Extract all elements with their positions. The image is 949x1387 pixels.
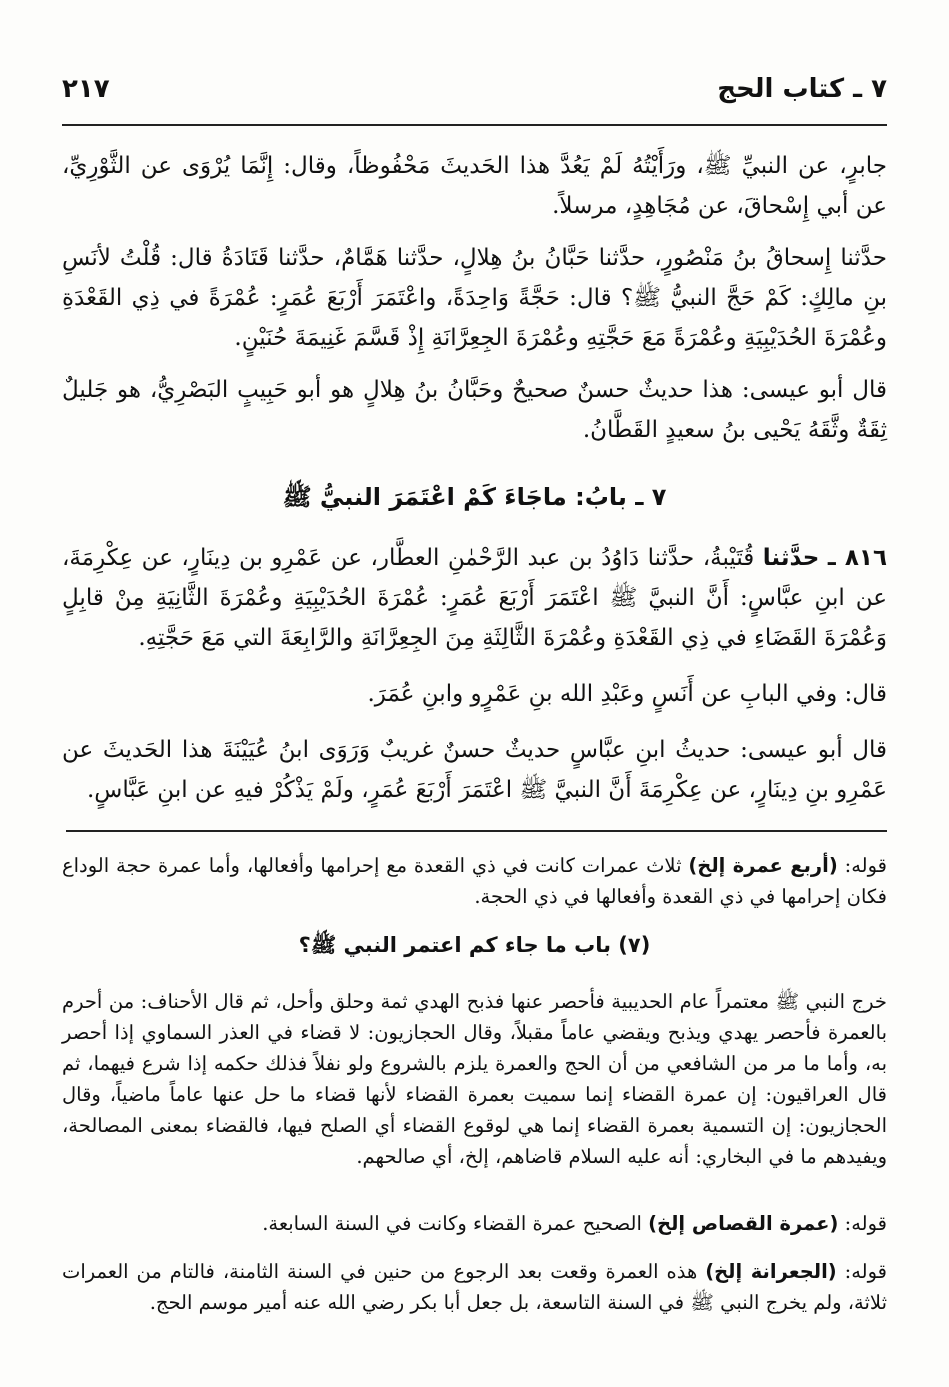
page-header [62,66,887,112]
footnote-text: هذه العمرة وقعت بعد الرجوع من حنين في السنة الثامنة، فالتام من العمرات ثلاثة، ولم يخرج النبي ﷺ في السنة التاسعة، بل جعل أبا بكر رضي الله عنه أمير موسم الحج. [62,1260,887,1314]
hadith-lead: حدَّثنا [762,545,820,571]
main-paragraph-6: قال أبو عيسى: حديثُ ابنِ عبَّاسٍ حديثٌ حسنٌ غريبٌ وَرَوَى ابنُ عُيَيْنَةَ هذا الحَديثَ عن عَمْرِو بنِ دِينَارٍ، عن عِكْرِمَةَ أَنَّ النبيَّ ﷺ اعْتَمَرَ أَرْبَعَ عُمَرٍ، ولَمْ يَذْكُرْ فيهِ عن ابنِ عَبَّاسٍ. [62,737,887,803]
footnote-prefix: قوله: [844,1260,888,1283]
footnote-prefix: قوله: [844,854,888,877]
footnote-term: (أربع عمرة إلخ) [688,854,838,877]
footnote-text: ثلاث عمرات كانت في ذي القعدة مع إحرامها وأفعالها، وأما عمرة حجة الوداع فكان إحرامها في ذي القعدة وأفعالها في ذي الحجة. [62,854,887,908]
footnote-2: خرج النبي ﷺ معتمراً عام الحديبية فأحصر عنها فذبح الهدي ثمة وحلق وأحل، ثم قال الأحناف: من أحرم بالعمرة فأحصر يهدي ويذبح ويقضي عاماً مقبلاً، وقال الحجازيون: لا قضاء في العذر السماوي إذا أحصر به، وأما ما مر من الشافعي من أن الحج والعمرة يلزم بالشروع ولو نفلاً فذلك حكمه إذا شرع فيهما، ثم قال العراقيون: إن عمرة القضاء إنما سميت بعمرة القضاء لأنها قضاء ما حل عنها عاماً ماضياً، وقال الحجازيون: إن التسمية بعمرة القضاء إنما هي لوقوع القضاء أي الصلح فيها، فالقضاء بمعنى المصالحة، ويفيدهم ما في البخاري: أنه عليه السلام قاضاهم، إلخ، أي صالحهم. [62,990,887,1168]
footnote-term: (الجعرانة إلخ) [705,1260,837,1283]
main-paragraph-1: جابرٍ، عن النبيِّ ﷺ، ورَأَيْتُهُ لَمْ يَعُدَّ هذا الحَديثَ مَحْفُوظاً، وقال: إِنَّمَا يُرْوَى عن الثَّوْرِيِّ، عن أبي إِسْحاقَ، عن مُجَاهِدٍ، مرسلاً. [62,153,887,219]
footnote-term: (عمرة القصاص إلخ) [648,1212,839,1235]
footnote-3 [62,1208,887,1239]
main-paragraph-2: حدَّثنا إِسحاقُ بنُ مَنْصُورٍ، حدَّثنا حَبَّانُ بنُ هِلالٍ، حدَّثنا هَمَّامٌ، حدَّثنا قَتَادَةُ قال: قُلْتُ لأنَسِ بنِ مالِكٍ: كَمْ حَجَّ النبيُّ ﷺ؟ قال: حَجَّةً وَاحِدَةً، واعْتَمَرَ أَرْبَعَ عُمَرٍ: عُمْرَةً في ذِي القَعْدَةِ وعُمْرَةَ الحُدَيْبِيَةِ وعُمْرَةً مَعَ حَجَّتِهِ وعُمْرَةَ الجِعِرَّانَةِ إِذْ قَسَّمَ غَنِيمَةَ حُنَيْنٍ. [62,245,887,351]
main-paragraph-5: قال: وفي البابِ عن أَنَسٍ وعَبْدِ الله بنِ عَمْرٍو وابنِ عُمَرَ. [367,681,887,707]
main-paragraph-3: قال أبو عيسى: هذا حديثٌ حسنٌ صحيحٌ وحَبَّانُ بنُ هِلالٍ هو أبو حَبِيبٍ البَصْرِيُّ، هو جَليلٌ ثِقَةٌ وثَّقَهُ يَحْيى بنُ سعيدٍ القَطَّانُ. [62,377,887,443]
chapter-heading: ٧ ـ بابُ: ماجَاءَ كَمْ اعْتَمَرَ النبيُّ ﷺ [282,483,667,511]
hadith-text: قُتَيْبةُ، حدَّثنا دَاوُدُ بن عبد الرَّحْمٰنِ العطَّار، عن عَمْرِو بن دِينَارٍ، عن عِكْرِمَةَ، عن ابنِ عبَّاسٍ: أَنَّ النبيَّ ﷺ اعْتَمَرَ أَرْبَعَ عُمَرٍ: عُمْرَةَ الحُدَيْبِيَةِ وعُمْرَةَ الثَّانِيَةِ مِنْ قابِلٍ وَعُمْرَةَ القَضَاءِ في ذِي القَعْدَةِ وعُمْرَةَ الثَّالِثَةِ مِنَ الجِعِرَّانَةِ والرَّابِعَةَ التي مَعَ حَجَّتِهِ. [62,545,887,651]
footnote-4 [62,1256,887,1318]
page-number: ٢١٧ [62,74,110,104]
header-rule [62,124,887,126]
chapter-title: ٧ ـ كتاب الحج [717,74,887,104]
hadith-816 [62,538,887,658]
footnote-prefix: قوله: [844,1212,887,1235]
footnote-1 [62,850,887,912]
footnote-divider [66,830,887,832]
footnote-heading: (٧) باب ما جاء كم اعتمر النبي ﷺ؟ [298,933,651,957]
footnote-text: الصحيح عمرة القضاء وكانت في السنة السابعة. [262,1212,642,1235]
hadith-number: ٨١٦ ـ [827,545,888,571]
